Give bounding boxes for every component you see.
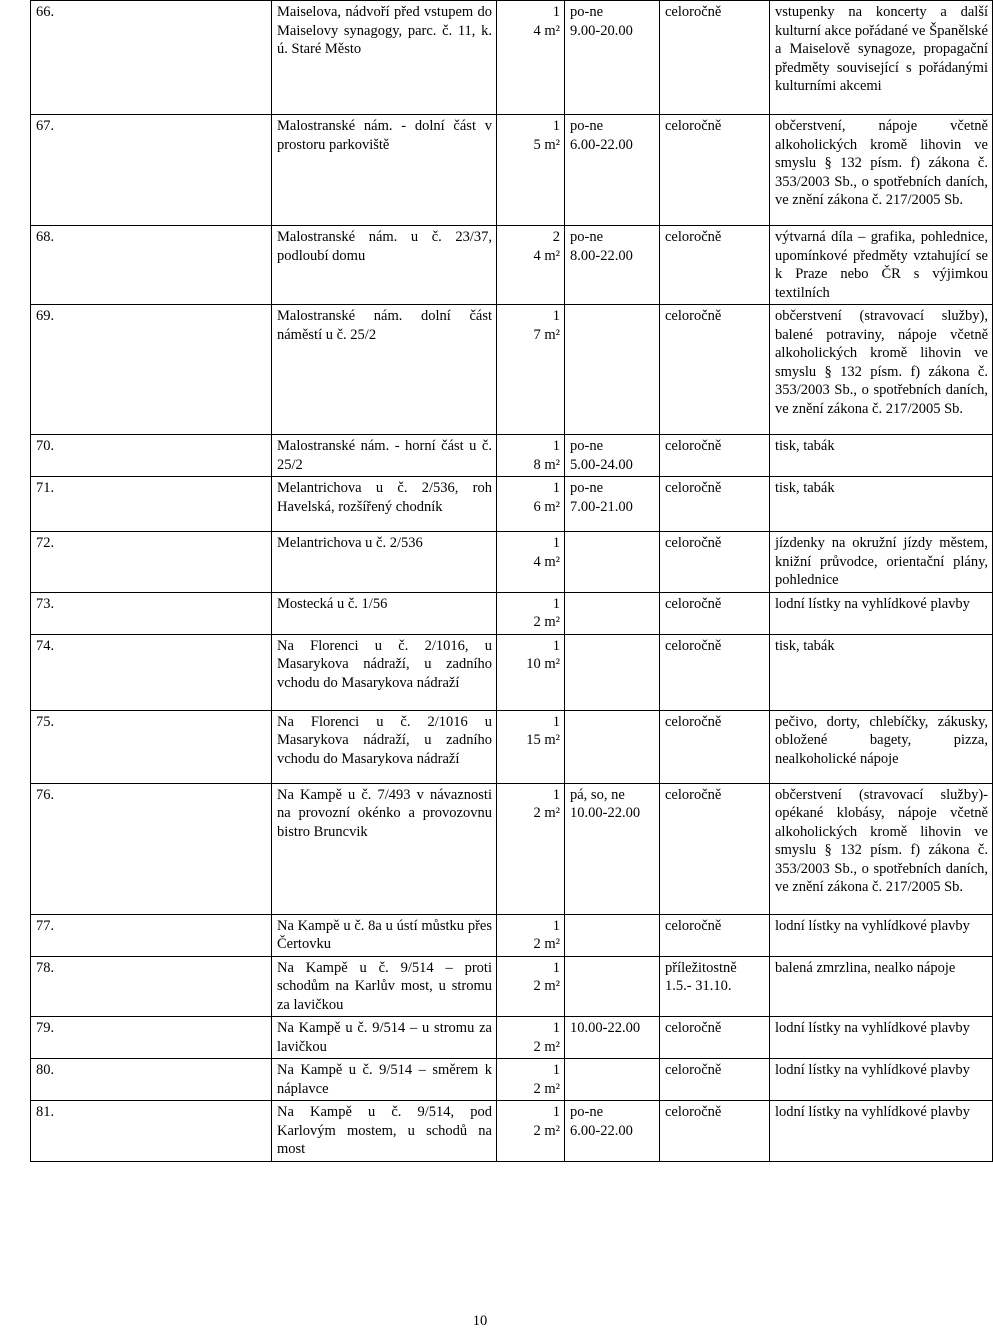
row-count: 1 — [552, 1062, 560, 1078]
row-count: 1 — [552, 595, 560, 612]
row-count: 1 — [552, 713, 560, 730]
row-time — [565, 634, 660, 710]
row-goods: lodní lístky na vyhlídkové plavby — [770, 592, 993, 634]
row-time — [565, 115, 660, 226]
table-row — [31, 783, 993, 914]
row-goods: pečivo, dorty, chlebíčky, zákusky, obložené bagety, pizza, nealkoholické nápoje — [770, 710, 993, 783]
row-period: celoročně — [660, 1059, 770, 1101]
table-row — [31, 914, 993, 956]
row-count-area — [497, 592, 565, 634]
row-period: celoročně — [660, 783, 770, 914]
row-count-area — [497, 226, 565, 305]
stands-table — [30, 0, 993, 1162]
row-count-area — [497, 305, 565, 435]
row-number: 81. — [31, 1101, 272, 1162]
row-count: 1 — [552, 4, 560, 20]
row-location: Na Kampě u č. 7/493 v návaznosti na provozní okénko a provozovnu bistro Bruncvik — [272, 783, 497, 914]
row-goods: tisk, tabák — [770, 634, 993, 710]
row-goods: lodní lístky na vyhlídkové plavby — [770, 914, 993, 956]
row-goods: jízdenky na okružní jízdy městem, knižní průvodce, orientační plány, pohlednice — [770, 532, 993, 593]
row-number: 78. — [31, 956, 272, 1017]
table-row — [31, 592, 993, 634]
row-goods: lodní lístky na vyhlídkové plavby — [770, 1101, 993, 1162]
row-count: 1 — [552, 959, 560, 976]
row-count-area — [497, 783, 565, 914]
row-number: 67. — [31, 115, 272, 226]
row-count: 1 — [552, 637, 560, 654]
row-time — [565, 592, 660, 634]
row-time-days: po-ne — [570, 480, 604, 496]
table-row — [31, 1101, 993, 1162]
row-area: 4 m² — [533, 247, 560, 264]
row-time-days: po-ne — [570, 118, 604, 134]
row-number: 70. — [31, 435, 272, 477]
row-count: 1 — [552, 1104, 560, 1120]
row-time-hours: 9.00-20.00 — [570, 22, 633, 39]
row-period: celoročně — [660, 305, 770, 435]
row-time — [565, 710, 660, 783]
row-count: 1 — [552, 786, 560, 803]
row-period: celoročně — [660, 532, 770, 593]
row-area: 4 m² — [533, 22, 560, 39]
row-count-area — [497, 532, 565, 593]
row-area: 2 m² — [533, 936, 560, 952]
row-period: celoročně — [660, 634, 770, 710]
row-number: 80. — [31, 1059, 272, 1101]
row-area: 2 m² — [533, 805, 560, 821]
row-count: 1 — [552, 480, 560, 496]
row-count-area — [497, 1017, 565, 1059]
row-number: 75. — [31, 710, 272, 783]
row-time — [565, 1059, 660, 1101]
row-time — [565, 435, 660, 477]
row-number: 71. — [31, 477, 272, 532]
row-count-area — [497, 634, 565, 710]
row-goods: občerstvení (stravovací služby)- opékané klobásy, nápoje včetně alkoholických kromě lihovin ve smyslu § 132 písm. f) zákona č. 353/2003 Sb., o spotřebních daních, ve znění zákona č. 217/2005 Sb. — [770, 783, 993, 914]
row-goods: balená zmrzlina, nealko nápoje — [770, 956, 993, 1017]
row-number: 76. — [31, 783, 272, 914]
row-count: 2 — [552, 229, 560, 245]
row-time — [565, 1101, 660, 1162]
row-period: celoročně — [660, 435, 770, 477]
row-time — [565, 226, 660, 305]
row-goods: vstupenky na koncerty a další kulturní akce pořádané ve Španělské a Maiselově synagoze, propagační předměty související s pořádanými kulturními akcemi — [770, 1, 993, 115]
row-number: 66. — [31, 1, 272, 115]
row-location: Na Florenci u č. 2/1016 u Masarykova nádraží, u zadního vchodu do Masarykova nádraží — [272, 710, 497, 783]
row-period: celoročně — [660, 914, 770, 956]
table-row — [31, 532, 993, 593]
row-count-area — [497, 477, 565, 532]
row-period: příležitostně 1.5.- 31.10. — [660, 956, 770, 1017]
table-row — [31, 226, 993, 305]
table-row — [31, 1017, 993, 1059]
row-time — [565, 1017, 660, 1059]
row-count-area — [497, 1, 565, 115]
row-number: 73. — [31, 592, 272, 634]
row-area: 5 m² — [533, 136, 560, 153]
table-row — [31, 115, 993, 226]
row-time-hours: 10.00-22.00 — [570, 805, 641, 821]
row-area: 8 m² — [533, 456, 560, 473]
table-row — [31, 305, 993, 435]
row-count: 1 — [552, 535, 560, 551]
row-area: 2 m² — [533, 614, 560, 630]
row-area: 2 m² — [533, 1038, 560, 1055]
row-count-area — [497, 1101, 565, 1162]
row-time-hours: 7.00-21.00 — [570, 498, 633, 515]
row-count: 1 — [552, 308, 560, 324]
row-number: 77. — [31, 914, 272, 956]
row-period: celoročně — [660, 1017, 770, 1059]
row-time-hours: 5.00-24.00 — [570, 456, 633, 473]
row-count: 1 — [552, 917, 560, 934]
row-location: Na Kampě u č. 8a u ústí můstku přes Čertovku — [272, 914, 497, 956]
row-location: Maiselova, nádvoří před vstupem do Maiselovy synagogy, parc. č. 11, k. ú. Staré Město — [272, 1, 497, 115]
row-count: 1 — [552, 118, 560, 134]
row-number: 79. — [31, 1017, 272, 1059]
row-location: Na Florenci u č. 2/1016, u Masarykova nádraží, u zadního vchodu do Masarykova nádraží — [272, 634, 497, 710]
row-count-area — [497, 956, 565, 1017]
row-count-area — [497, 710, 565, 783]
row-location: Na Kampě u č. 9/514, pod Karlovým mostem, u schodů na most — [272, 1101, 497, 1162]
row-location: Melantrichova u č. 2/536 — [272, 532, 497, 593]
table-row — [31, 477, 993, 532]
row-area: 4 m² — [533, 553, 560, 570]
page-number: 10 — [472, 1313, 488, 1329]
row-count-area — [497, 914, 565, 956]
row-number: 72. — [31, 532, 272, 593]
row-area: 10 m² — [526, 656, 560, 672]
row-goods: výtvarná díla – grafika, pohlednice, upomínkové předměty vztahující se k Praze nebo ČR s výjimkou textilních — [770, 226, 993, 305]
row-time-days: po-ne — [570, 1104, 604, 1120]
row-period: celoročně — [660, 592, 770, 634]
table-row — [31, 1059, 993, 1101]
row-goods: občerstvení (stravovací služby), balené potraviny, nápoje včetně alkoholických kromě lihovin ve smyslu § 132 písm. f) zákona č. 353/2003 Sb., o spotřebních daních, ve znění zákona č. 217/2005 Sb. — [770, 305, 993, 435]
row-number: 69. — [31, 305, 272, 435]
row-time-days: po-ne — [570, 4, 604, 20]
row-goods: tisk, tabák — [770, 477, 993, 532]
row-time — [565, 914, 660, 956]
row-time-days: pá, so, ne — [570, 786, 625, 803]
row-period: celoročně — [660, 115, 770, 226]
stands-table-body — [31, 1, 993, 1162]
row-location: Malostranské nám. u č. 23/37, podloubí domu — [272, 226, 497, 305]
row-time-hours: 10.00-22.00 — [570, 1020, 641, 1036]
table-row — [31, 956, 993, 1017]
row-number: 74. — [31, 634, 272, 710]
row-area: 2 m² — [533, 978, 560, 994]
row-location: Na Kampě u č. 9/514 – u stromu za lavičkou — [272, 1017, 497, 1059]
row-time — [565, 305, 660, 435]
table-row — [31, 710, 993, 783]
row-goods: tisk, tabák — [770, 435, 993, 477]
row-goods: lodní lístky na vyhlídkové plavby — [770, 1017, 993, 1059]
row-location: Na Kampě u č. 9/514 – směrem k náplavce — [272, 1059, 497, 1101]
row-time — [565, 1, 660, 115]
row-count-area — [497, 115, 565, 226]
row-location: Melantrichova u č. 2/536, roh Havelská, rozšířený chodník — [272, 477, 497, 532]
row-goods: lodní lístky na vyhlídkové plavby — [770, 1059, 993, 1101]
row-count-area — [497, 435, 565, 477]
row-time-hours: 6.00-22.00 — [570, 136, 633, 153]
row-time — [565, 477, 660, 532]
table-row — [31, 1, 993, 115]
row-time — [565, 783, 660, 914]
row-count: 1 — [552, 438, 560, 454]
row-location: Mostecká u č. 1/56 — [272, 592, 497, 634]
row-period: celoročně — [660, 1, 770, 115]
row-area: 2 m² — [533, 1122, 560, 1139]
row-location: Malostranské nám. dolní část náměstí u č. 25/2 — [272, 305, 497, 435]
row-period: celoročně — [660, 477, 770, 532]
row-time-days: po-ne — [570, 229, 604, 245]
row-location: Na Kampě u č. 9/514 – proti schodům na Karlův most, u stromu za lavičkou — [272, 956, 497, 1017]
row-period: celoročně — [660, 226, 770, 305]
row-area: 15 m² — [526, 732, 560, 748]
table-row — [31, 435, 993, 477]
row-location: Malostranské nám. - dolní část v prostoru parkoviště — [272, 115, 497, 226]
row-count-area — [497, 1059, 565, 1101]
row-area: 7 m² — [533, 326, 560, 343]
row-location: Malostranské nám. - horní část u č. 25/2 — [272, 435, 497, 477]
row-period: celoročně — [660, 710, 770, 783]
row-number: 68. — [31, 226, 272, 305]
row-area: 2 m² — [533, 1080, 560, 1097]
row-time-hours: 8.00-22.00 — [570, 247, 633, 264]
row-area: 6 m² — [533, 498, 560, 515]
row-goods: občerstvení, nápoje včetně alkoholických kromě lihovin ve smyslu § 132 písm. f) zákona č. 353/2003 Sb., o spotřebních daních, ve znění zákona č. 217/2005 Sb. — [770, 115, 993, 226]
row-count: 1 — [552, 1020, 560, 1036]
row-time-hours: 6.00-22.00 — [570, 1122, 633, 1139]
row-time — [565, 532, 660, 593]
row-time-days: po-ne — [570, 438, 604, 454]
row-time — [565, 956, 660, 1017]
table-row — [31, 634, 993, 710]
row-period: celoročně — [660, 1101, 770, 1162]
